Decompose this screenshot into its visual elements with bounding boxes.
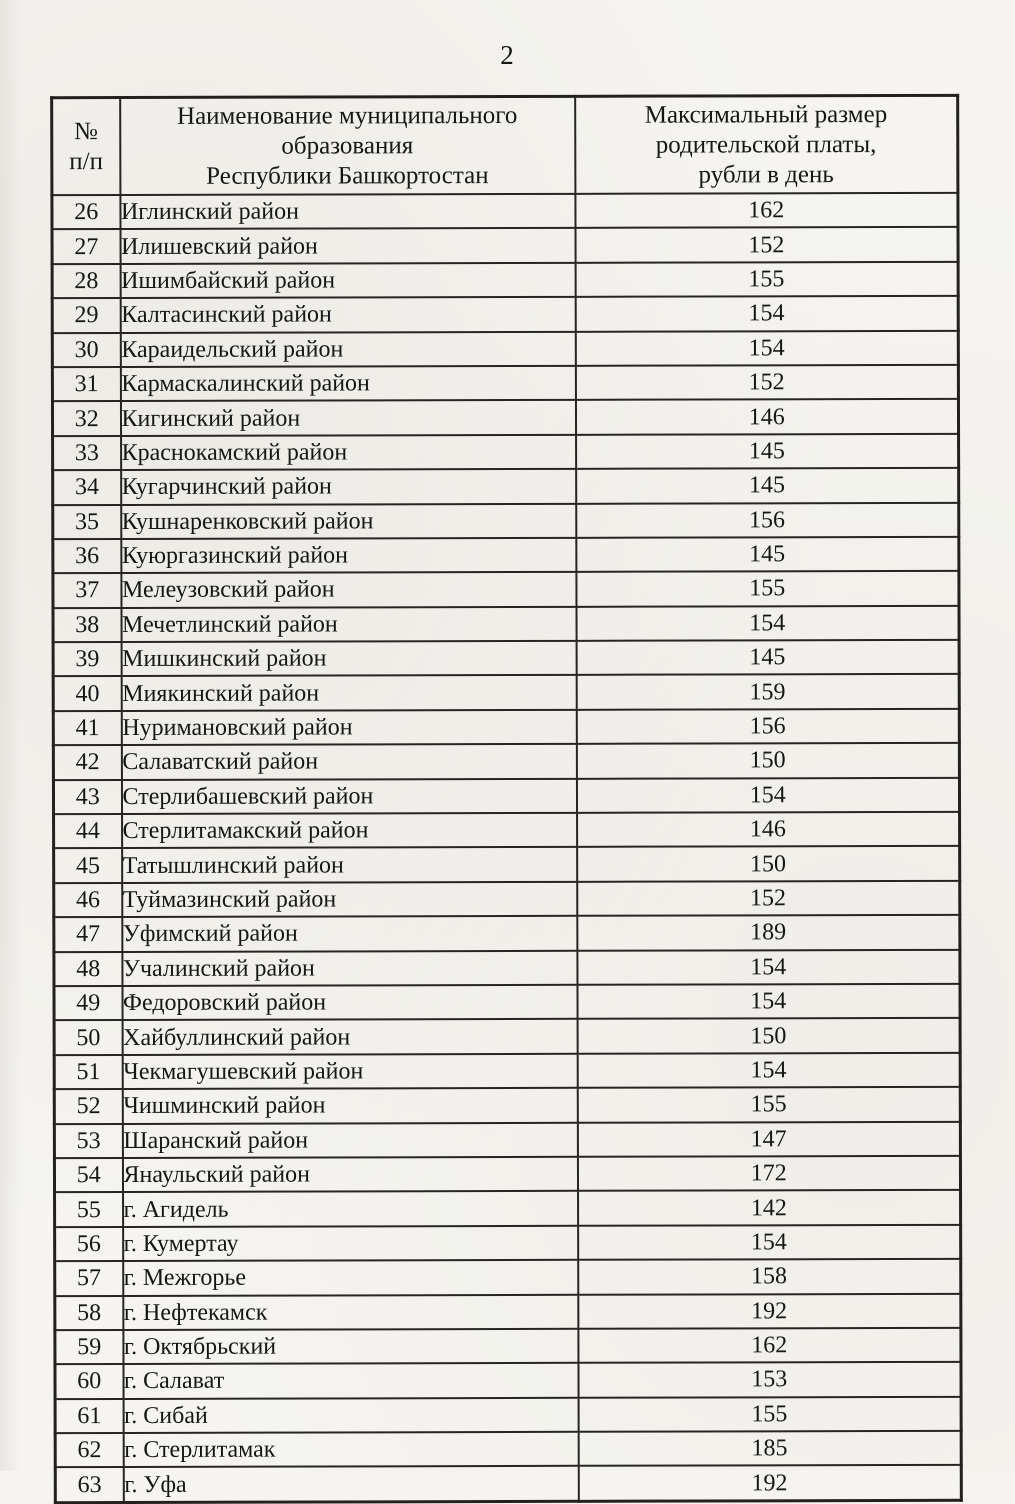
- table-row: [55, 1362, 961, 1399]
- fee-value-cell: 159: [576, 674, 959, 709]
- row-number-cell: 43: [53, 780, 121, 815]
- table-row: [55, 1259, 961, 1296]
- district-name-cell: Ишимбайский район: [120, 263, 575, 299]
- table-row: [54, 1156, 960, 1193]
- row-number-cell: 61: [55, 1399, 123, 1434]
- table-row: [53, 434, 959, 471]
- district-name-cell: Куюргазинский район: [121, 538, 576, 574]
- fee-value-cell: 156: [576, 502, 959, 537]
- fee-value-cell: 155: [575, 262, 958, 297]
- row-number-cell: 59: [55, 1330, 123, 1365]
- district-name-cell: г. Сибай: [123, 1397, 578, 1433]
- fee-value-cell: 192: [578, 1293, 961, 1328]
- district-name-cell: Янаульский район: [122, 1157, 577, 1193]
- fee-value-cell: 147: [577, 1121, 960, 1156]
- table-row: [52, 399, 958, 436]
- fee-value-cell: 154: [577, 1053, 960, 1088]
- row-number-cell: 33: [53, 436, 121, 471]
- fee-value-cell: 185: [578, 1431, 961, 1466]
- table-row: [52, 193, 958, 230]
- table-row: [53, 777, 959, 814]
- row-number-cell: 55: [55, 1192, 123, 1227]
- district-name-cell: Илишевский район: [120, 228, 575, 264]
- fee-value-cell: 152: [575, 365, 958, 400]
- district-name-cell: Туймазинский район: [122, 882, 577, 918]
- table-row: [53, 640, 959, 677]
- row-number-cell: 36: [53, 539, 121, 574]
- row-number-cell: 44: [54, 814, 122, 849]
- fee-value-cell: 145: [576, 434, 959, 469]
- header-row: [52, 95, 958, 195]
- table-row: [55, 1225, 961, 1262]
- district-name-cell: Кушнаренковский район: [121, 503, 576, 539]
- district-name-cell: Кигинский район: [120, 400, 575, 436]
- row-number-cell: 31: [52, 367, 120, 402]
- row-number-cell: 35: [53, 505, 121, 540]
- header-col-number: № п/п: [52, 98, 120, 196]
- district-name-cell: г. Межгорье: [123, 1260, 578, 1296]
- table-row: [54, 812, 960, 849]
- district-name-cell: Хайбуллинский район: [122, 1019, 577, 1055]
- table-row: [54, 881, 960, 918]
- table-row: [52, 262, 958, 299]
- table-row: [54, 1053, 960, 1090]
- header-col-district-name: Наименование муниципального образования Республики Башкортостан: [120, 96, 575, 195]
- row-number-cell: 45: [54, 848, 122, 883]
- fee-value-cell: 162: [578, 1328, 961, 1363]
- fee-value-cell: 155: [578, 1396, 961, 1431]
- row-number-cell: 32: [52, 401, 120, 436]
- table-row: [54, 846, 960, 883]
- district-name-cell: Нуримановский район: [121, 710, 576, 746]
- fee-value-cell: 192: [578, 1465, 961, 1501]
- district-name-cell: г. Стерлитамак: [123, 1432, 578, 1468]
- row-number-cell: 40: [53, 676, 121, 711]
- header-col-fee-value: Максимальный размер родительской платы, рубли в день: [575, 95, 958, 194]
- table-row: [55, 1396, 961, 1433]
- table-row: [54, 915, 960, 952]
- table-row: [53, 743, 959, 780]
- district-name-cell: Чишминский район: [122, 1088, 577, 1124]
- table-row: [54, 1018, 960, 1055]
- row-number-cell: 62: [55, 1433, 123, 1468]
- table-row: [52, 330, 958, 367]
- fees-table: [50, 94, 963, 1504]
- fee-value-cell: 154: [577, 949, 960, 984]
- row-number-cell: 63: [55, 1467, 123, 1502]
- row-number-cell: 53: [54, 1124, 122, 1159]
- district-name-cell: Салаватский район: [121, 744, 576, 780]
- district-name-cell: Чекмагушевский район: [122, 1054, 577, 1090]
- table-row: [53, 674, 959, 711]
- fee-value-cell: 146: [577, 812, 960, 847]
- row-number-cell: 42: [53, 745, 121, 780]
- row-number-cell: 54: [54, 1158, 122, 1193]
- row-number-cell: 26: [52, 195, 120, 230]
- row-number-cell: 60: [55, 1364, 123, 1399]
- fee-value-cell: 153: [578, 1362, 961, 1397]
- table-row: [54, 984, 960, 1021]
- fee-value-cell: 150: [577, 1018, 960, 1053]
- table-row: [54, 1087, 960, 1124]
- district-name-cell: Мишкинский район: [121, 641, 576, 677]
- district-name-cell: Федоровский район: [122, 985, 577, 1021]
- table-row: [53, 709, 959, 746]
- district-name-cell: Кугарчинский район: [121, 469, 576, 505]
- district-name-cell: Караидельский район: [120, 331, 575, 367]
- row-number-cell: 49: [54, 986, 122, 1021]
- table-header: [52, 95, 958, 195]
- table-row: [52, 296, 958, 333]
- table-row: [54, 949, 960, 986]
- district-name-cell: г. Нефтекамск: [123, 1294, 578, 1330]
- fee-value-cell: 156: [576, 709, 959, 744]
- table-row: [55, 1328, 961, 1365]
- fee-value-cell: 145: [576, 537, 959, 572]
- district-name-cell: г. Агидель: [123, 1191, 578, 1227]
- row-number-cell: 39: [53, 642, 121, 677]
- page-number: 2: [500, 40, 515, 70]
- table-body: [52, 193, 961, 1503]
- fee-value-cell: 155: [576, 571, 959, 606]
- row-number-cell: 38: [53, 608, 121, 643]
- row-number-cell: 27: [52, 229, 120, 264]
- fee-value-cell: 152: [575, 227, 958, 262]
- table-row: [53, 502, 959, 539]
- district-name-cell: Учалинский район: [122, 950, 577, 986]
- row-number-cell: 47: [54, 917, 122, 952]
- row-number-cell: 46: [54, 883, 122, 918]
- row-number-cell: 52: [54, 1089, 122, 1124]
- district-name-cell: Краснокамский район: [121, 435, 576, 471]
- fee-value-cell: 152: [577, 881, 960, 916]
- fee-value-cell: 189: [577, 915, 960, 950]
- district-name-cell: Шаранский район: [122, 1122, 577, 1158]
- district-name-cell: Стерлитамакский район: [122, 813, 577, 849]
- table-row: [53, 537, 959, 574]
- district-name-cell: Иглинский район: [120, 194, 575, 230]
- table-row: [54, 1121, 960, 1158]
- district-name-cell: г. Октябрьский: [123, 1329, 578, 1365]
- row-number-cell: 57: [55, 1261, 123, 1296]
- district-name-cell: Кармаскалинский район: [120, 366, 575, 402]
- fee-value-cell: 150: [576, 743, 959, 778]
- fee-value-cell: 154: [576, 777, 959, 812]
- table-row: [55, 1190, 961, 1227]
- fee-value-cell: 142: [578, 1190, 961, 1225]
- row-number-cell: 34: [53, 470, 121, 505]
- fee-value-cell: 172: [577, 1156, 960, 1191]
- row-number-cell: 56: [55, 1227, 123, 1262]
- table-row: [53, 571, 959, 608]
- district-name-cell: Миякинский район: [121, 675, 576, 711]
- row-number-cell: 28: [52, 264, 120, 299]
- district-name-cell: г. Салават: [123, 1363, 578, 1399]
- table-row: [52, 365, 958, 402]
- district-name-cell: г. Кумертау: [123, 1226, 578, 1262]
- district-name-cell: Мелеузовский район: [121, 572, 576, 608]
- fee-value-cell: 150: [577, 846, 960, 881]
- row-number-cell: 58: [55, 1296, 123, 1331]
- fee-value-cell: 154: [575, 330, 958, 365]
- table-row: [52, 227, 958, 264]
- row-number-cell: 41: [53, 711, 121, 746]
- district-name-cell: Стерлибашевский район: [121, 778, 576, 814]
- fee-value-cell: 154: [576, 606, 959, 641]
- district-name-cell: Татышлинский район: [122, 847, 577, 883]
- fee-value-cell: 158: [578, 1259, 961, 1294]
- table-row: [53, 606, 959, 643]
- district-name-cell: Уфимский район: [122, 916, 577, 952]
- district-name-cell: Мечетлинский район: [121, 607, 576, 643]
- table-row: [55, 1293, 961, 1330]
- row-number-cell: 48: [54, 952, 122, 987]
- table-row: [55, 1431, 961, 1468]
- fee-value-cell: 162: [575, 193, 958, 228]
- fee-value-cell: 154: [577, 984, 960, 1019]
- fee-value-cell: 146: [575, 399, 958, 434]
- table-row: [53, 468, 959, 505]
- row-number-cell: 51: [54, 1055, 122, 1090]
- fee-value-cell: 154: [578, 1225, 961, 1260]
- district-name-cell: г. Уфа: [123, 1466, 578, 1502]
- district-name-cell: Калтасинский район: [120, 297, 575, 333]
- row-number-cell: 50: [54, 1020, 122, 1055]
- row-number-cell: 29: [52, 298, 120, 333]
- row-number-cell: 37: [53, 573, 121, 608]
- fee-value-cell: 155: [577, 1087, 960, 1122]
- fee-value-cell: 145: [576, 640, 959, 675]
- row-number-cell: 30: [52, 333, 120, 368]
- fee-value-cell: 154: [575, 296, 958, 331]
- fee-value-cell: 145: [576, 468, 959, 503]
